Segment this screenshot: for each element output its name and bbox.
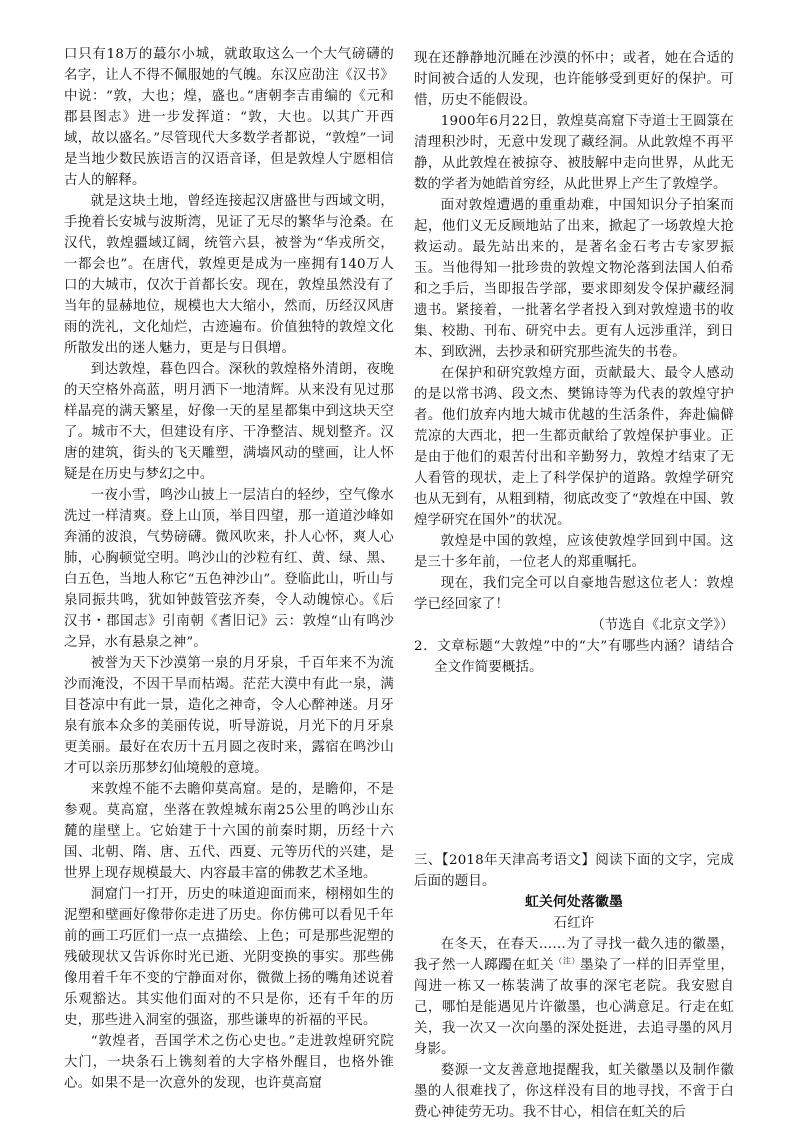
right-column (414, 48, 734, 1123)
note-marker: （注） (554, 956, 581, 966)
essay-paragraph (414, 934, 734, 1060)
article-paragraph: 一夜小雪，鸣沙山披上一层洁白的轻纱，空气像水洗过一样清爽。登上山顶，举目四望，那一道道沙峰如奔涌的波浪，气势磅礴。微风吹来，扑人心怀，爽人心肺，心胸顿觉空明。鸣沙山的沙粒有红、黄、绿、黑、白五色，当地人称它“五色神沙山”。登临此山，听山与泉同振共鸣，犹如钟鼓管弦齐奏，令人动魄惊心。《后汉书・郡国志》引南朝《耆旧记》云：敦煌“山有鸣沙之异，水有悬泉之神”。 (64, 488, 394, 650)
article-paragraph: 到达敦煌，暮色四合。深秋的敦煌格外清朗，夜晚的天空格外高蓝，明月洒下一地清辉。从来没有见过那样晶亮的满天繁星，好像一天的星星都集中到这块天空了。城市不大，但建设有序、干净整洁、规划整齐。汉唐的建筑，街头的飞天雕塑，满墙风动的壁画，让人怀疑是在历史与梦幻之中。 (64, 362, 394, 482)
article-paragraph: 1900年6月22日，敦煌莫高窟下寺道士王圆箓在清理积沙时，无意中发现了藏经洞。从此敦煌不再平静，从此敦煌在被掠夺、被肢解中走向世界，从此无数的学者为她皓首穷经，从此世界上产生了敦煌学。 (414, 114, 734, 192)
article-paragraph: 面对敦煌遭遇的重重劫难，中国知识分子拍案而起，他们义无反顾地站了出来，掀起了一场敦煌大抢救运动。最先站出来的，是著名金石考古专家罗振玉。当他得知一批珍贵的敦煌文物沦落到法国人伯希和之手后，当即报告学部，要求即刻发令保护藏经洞遗书。紧接着，一批著名学者投入到对敦煌遗书的收集、校勘、刊布、研究中去。更有人远涉重洋，到日本、到欧洲，去抄录和研究那些流失的书卷。 (414, 198, 734, 360)
essay-paragraph: 婺源一文友善意地提醒我，虹关徽墨以及制作徽墨的人很难找了，你这样没有目的地寻找，不啻于白费心神徒劳无功。我不甘心，相信在虹关的后 (414, 1063, 734, 1120)
question-2: 2．文章标题“大敦煌”中的“大”有哪些内涵？请结合全文作简要概括。 (414, 639, 734, 675)
essay-author: 石红许 (553, 916, 595, 931)
article-paragraph: 现在还静静地沉睡在沙漠的怀中；或者，她在合适的时间被合适的人发现，也许能够受到更好的保护。可惜，历史不能假设。 (414, 51, 734, 108)
article-paragraph: 洞窟门一打开，历史的味道迎面而来，栩栩如生的泥塑和壁画好像带你走进了历史。你仿佛可以看见千年前的画工巧匠们一点一点描绘、上色；可是那些泥塑的残破现状又告诉你时光已逝、光阴变换的事实。那些佛像用着千年不变的宁静面对你，微微上扬的嘴角述说着乐观豁达。其实他们面对的不只是你，还有千年的历史，那些进入洞室的强盗，那些谦卑的祈福的平民。 (64, 887, 394, 1028)
article-paragraph: 在保护和研究敦煌方面，贡献最大、最令人感动的是以常书鸿、段文杰、樊锦诗等为代表的敦煌守护者。他们放弃内地大城市优越的生活条件，奔赴偏僻荒凉的大西北，把一生都贡献给了敦煌保护事业。正是由于他们的艰苦付出和辛勤努力，敦煌才结束了无人看管的现状，走上了科学保护的道路。敦煌学研究也从无到有，从粗到精，彻底改变了“敦煌在中国、敦煌学研究在国外”的状况。 (414, 366, 734, 528)
section-3-heading: 三、【2018年天津高考语文】阅读下面的文字，完成后面的题目。 (414, 853, 734, 889)
article-paragraph: 来敦煌不能不去瞻仰莫高窟。是的，是瞻仰，不是参观。莫高窟，坐落在敦煌城东南25公里的鸣沙山东麓的崖壁上。它始建于十六国的前秦时期，历经十六国、北朝、隋、唐、五代、西夏、元等历代的兴建，是世界上现存规模最大、内容最丰富的佛教艺术圣地。 (64, 782, 394, 881)
essay-title: 虹关何处落徽墨 (525, 894, 623, 910)
article-paragraph: 口只有18万的蕞尔小城，就敢取这么一个大气磅礴的名字，让人不得不佩服她的气魄。东汉应劭注《汉书》中说：“敦，大也；煌，盛也。”唐朝李吉甫编的《元和郡县图志》进一步发挥道：“敦，大也。以其广开西域，故以盛名。”尽管现代大多数学者都说，“敦煌”一词是当地少数民族语言的汉语音译，但是敦煌人宁愿相信古人的解释。 (64, 47, 394, 188)
article-paragraph: “敦煌者，吾国学术之伤心史也。”走进敦煌研究院大门，一块条石上镌刻着的大字格外醒目，也格外锥心。如果不是一次意外的发现，也许莫高窟 (64, 1034, 394, 1091)
answer-space (414, 678, 734, 850)
source-citation: （节选自《北京文学》） (591, 618, 734, 633)
essay-text: 在冬天，在春天……为了寻找一截久违的徽墨，我孑然一人踯躅在虹关 (414, 937, 734, 973)
article-paragraph: 现在，我们完全可以自豪地告慰这位老人：敦煌学已经回家了！ (414, 576, 734, 612)
left-column (64, 44, 394, 1094)
article-paragraph: 就是这块土地，曾经连接起汉唐盛世与西域文明，手挽着长安城与波斯湾，见证了无尽的繁华与沧桑。在汉代，敦煌疆域辽阔，统管六县，被誉为“华戎所交，一都会也”。在唐代，敦煌更是成为一座拥有140万人口的大城市，仅次于首都长安。现在，敦煌虽然没有了当年的显赫地位，规模也大大缩小，然而，历经汉风唐雨的洗礼，文化灿烂，古迹遍布。价值独特的敦煌文化所散发出的迷人魅力，更是与日俱增。 (64, 194, 394, 356)
article-paragraph: 敦煌是中国的敦煌，应该使敦煌学回到中国。这是三十多年前，一位老人的郑重嘱托。 (414, 534, 734, 570)
article-paragraph: 被誉为天下沙漠第一泉的月牙泉，千百年来不为流沙而淹没，不因干旱而枯竭。茫茫大漠中有此一泉，满目苍凉中有此一景，造化之神奇，令人心醉神迷。月牙泉有旅本众多的美丽传说，听导游说，月光下的月牙泉更美丽。最好在农历十五月圆之夜时来，露宿在鸣沙山才可以亲历那梦幻仙境般的意境。 (64, 656, 394, 776)
essay-text: 墨染了一样的旧弄堂里，闯进一栋又一栋装满了故事的深宅老院。我安慰自己，哪怕是能遇见片许徽墨，也心满意足。行走在虹关，我一次又一次向墨的深处挺进，去追寻墨的风月身影。 (414, 958, 734, 1057)
